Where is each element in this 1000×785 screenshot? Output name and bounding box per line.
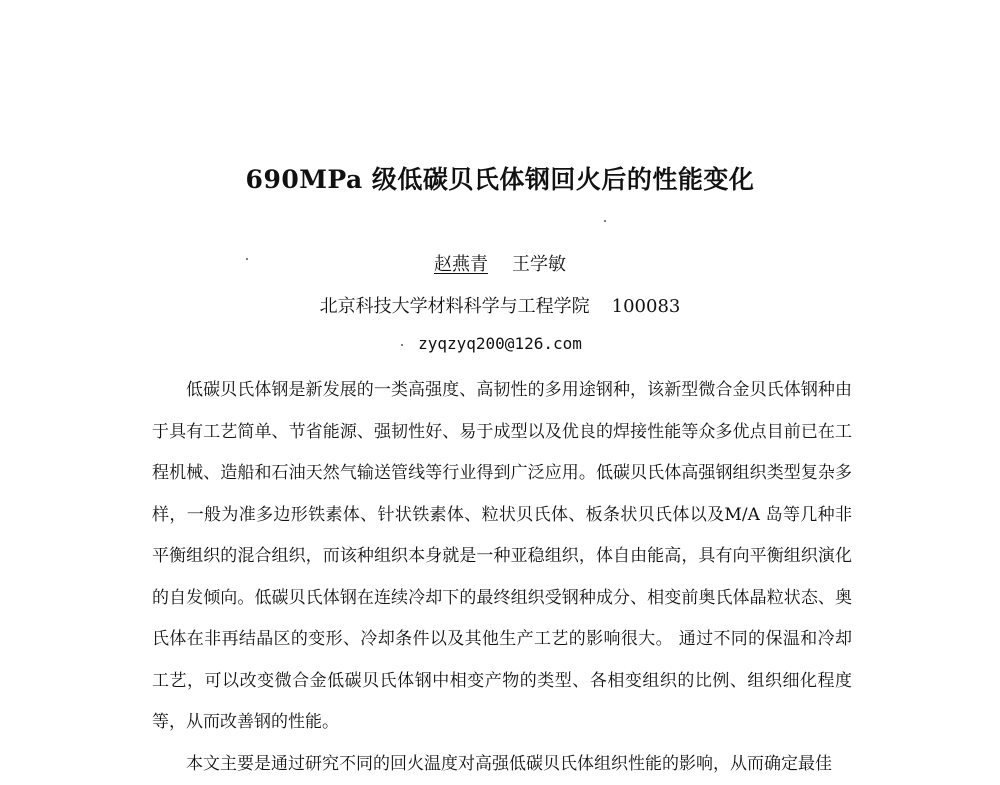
author-second: 王学敏 [512, 254, 566, 275]
body-paragraph: 低碳贝氏体钢是新发展的一类高强度、高韧性的多用途钢种，该新型微合金贝氏体钢种由于具有工艺简单、节省能源、强韧性好、易于成型以及优良的焊接性能等众多优点目前已在工程机械、造船和石油天然气输送管线等行业得到广泛应用。低碳贝氏体高强钢组织类型复杂多样，一般为准多边形铁素体、针状铁素体、粒状贝氏体、板条状贝氏体以及M/A 岛等几种非平衡组织的混合组织，而该种组织本身就是一种亚稳组织，体自由能高，具有向平衡组织演化的自发倾向。低碳贝氏体钢在连续冷却下的最终组织受钢种成分、相变前奥氏体晶粒状态、奥氏体在非再结晶区的变形、冷却条件以及其他生产工艺的影响很大。 通过不同的保温和冷却工艺，可以改变微合金低碳贝氏体钢中相变产物的类型、各相变组织的比例、组织细化程度等，从而改善钢的性能。 [152, 370, 852, 744]
paper-body [152, 370, 852, 785]
affiliation-institution: 北京科技大学材料科学与工程学院 [320, 296, 590, 317]
affiliation-line [0, 292, 1000, 318]
scan-speck [604, 220, 606, 222]
body-paragraph: 本文主要是通过研究不同的回火温度对高强低碳贝氏体组织性能的影响，从而确定最佳 [152, 744, 852, 785]
author-line [0, 250, 1000, 276]
affiliation-postcode: 100083 [612, 296, 681, 317]
paper-title: 690MPa 级低碳贝氏体钢回火后的性能变化 [0, 160, 1000, 196]
author-first: 赵燕青 [434, 254, 488, 275]
author-email: zyqzyq200@126.com [0, 334, 1000, 353]
